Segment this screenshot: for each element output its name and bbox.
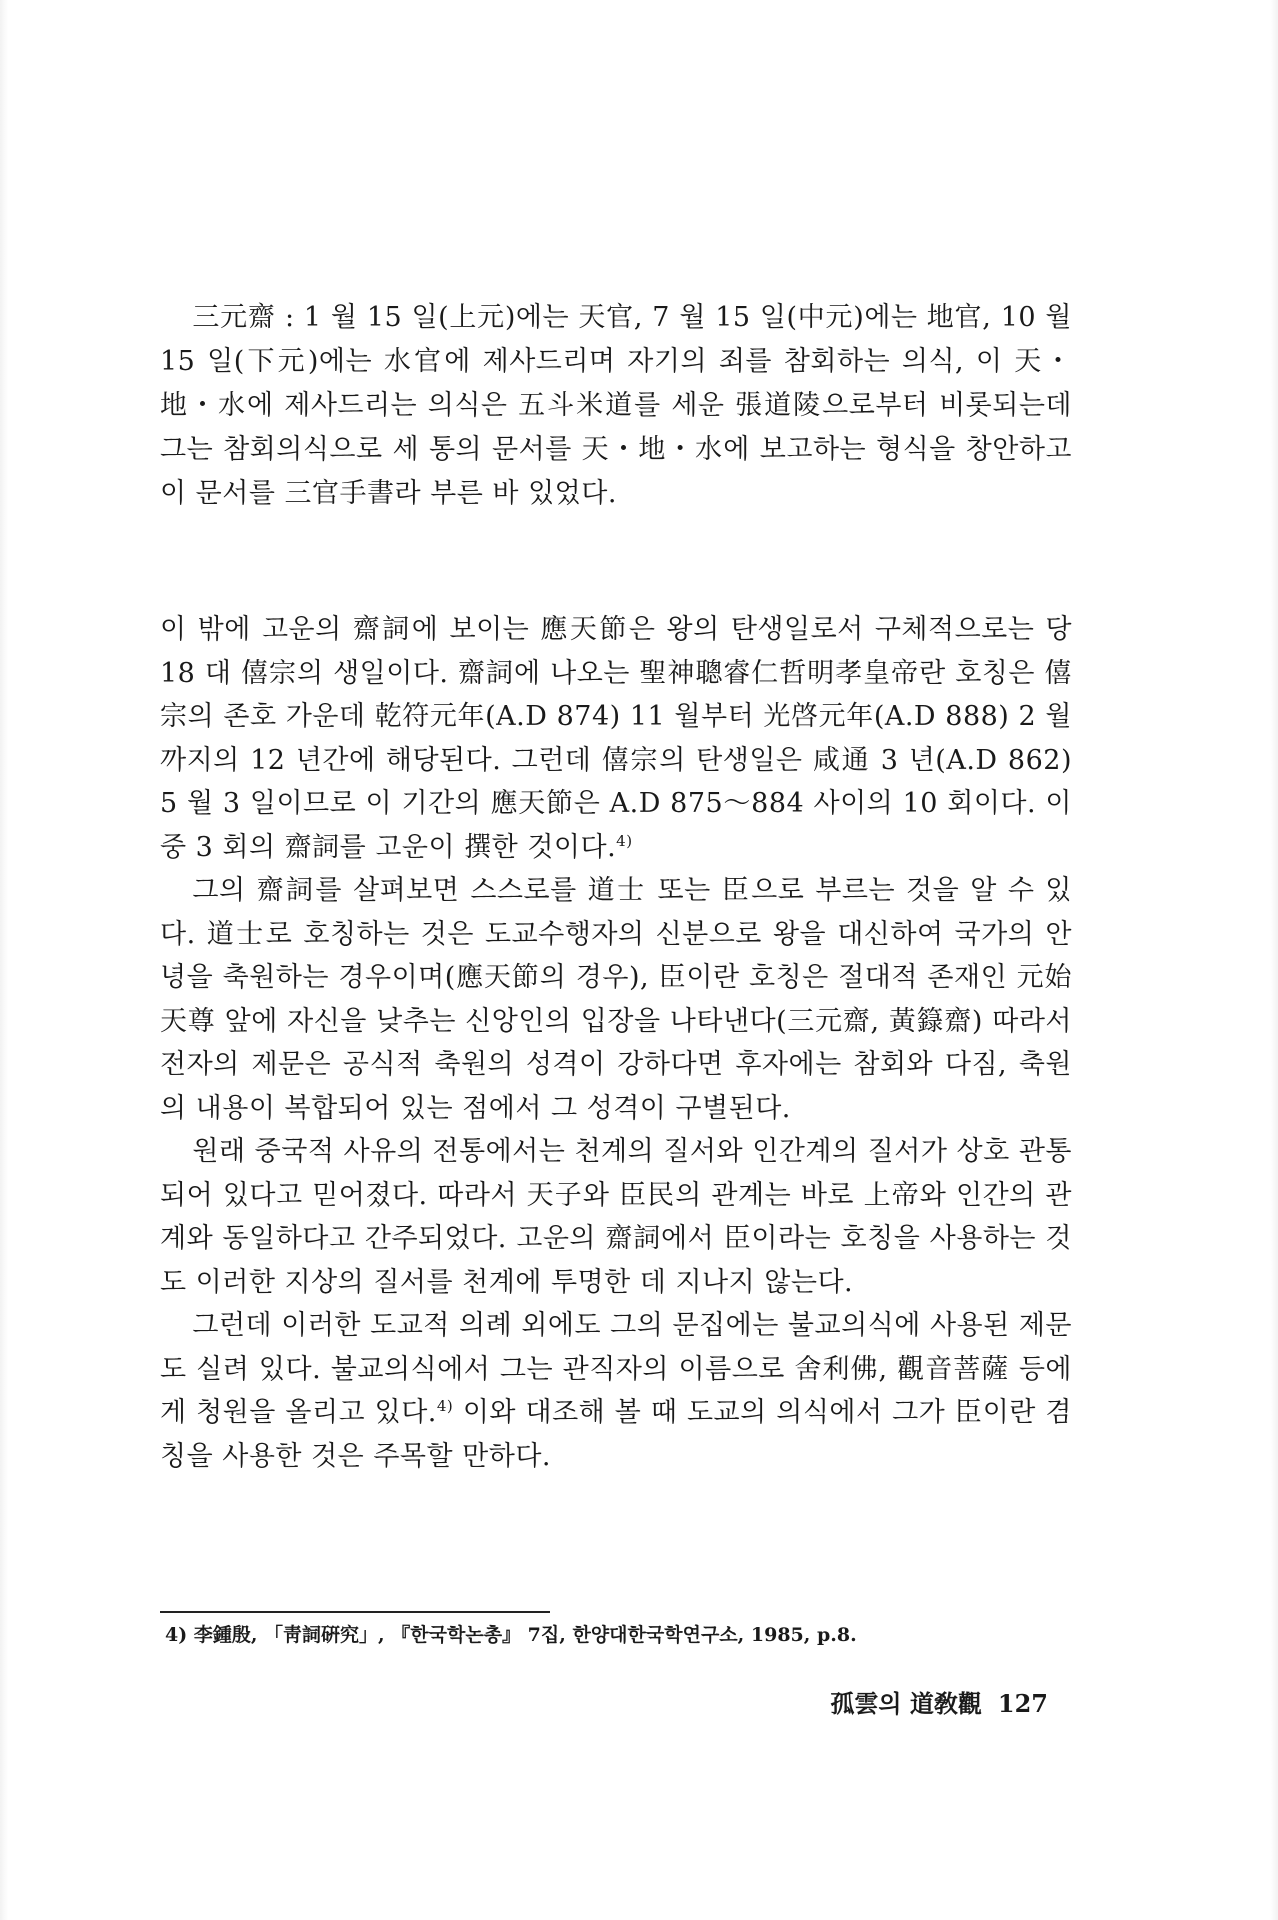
footnote-ref-1[interactable]: 4) [616,831,633,850]
footnote: 4) 李鍾殷, 「靑詞硏究」, 『한국학논총』 7집, 한양대한국학연구소, 1985, p.8. [165,1624,857,1646]
paragraph-1 [160,608,1072,869]
running-footer [830,1684,1048,1719]
body-text [160,608,1072,1478]
paragraph-2: 그의 齋詞를 살펴보면 스스로를 道士 또는 臣으로 부르는 것을 알 수 있다. 道士로 호칭하는 것은 도교수행자의 신분으로 왕을 대신하여 국가의 안녕을 축원하는 경우이며(應天節의 경우), 臣이란 호칭은 절대적 존재인 元始天尊 앞에 자신을 낮추는 신앙인의 입장을 나타낸다(三元齋, 黃籙齋) 따라서 전자의 제문은 공식적 축원의 성격이 강하다면 후자에는 참회와 다짐, 축원의 내용이 복합되어 있는 점에서 그 성격이 구별된다. [160,875,1072,1124]
paragraph-4-text-before: 그런데 이러한 도교적 의례 외에도 그의 문집에는 불교의식에 사용된 제문도 실려 있다. 불교의식에서 그는 관직자의 이름으로 舍利佛, 觀音菩薩 등에게 청원을 올리고 있다. [160,1310,1072,1428]
page-number: 127 [997,1689,1048,1718]
definition-paragraph: 三元齋 : 1 월 15 일(上元)에는 天官, 7 월 15 일(中元)에는 地官, 10 월 15 일(下元)에는 水官에 제사드리며 자기의 죄를 참회하는 의식, 이 天・地・水에 제사드리는 의식은 五斗米道를 세운 張道陵으로부터 비롯되는데 그는 참회의식으로 세 통의 문서를 天・地・水에 보고하는 형식을 창안하고 이 문서를 三官手書라 부른 바 있었다. [160,302,1072,509]
definition-block [160,296,1072,516]
paragraph-1-text: 이 밖에 고운의 齋詞에 보이는 應天節은 왕의 탄생일로서 구체적으로는 당 18 대 僖宗의 생일이다. 齋詞에 나오는 聖神聰睿仁哲明孝皇帝란 호칭은 僖宗의 존호 가운데 乾符元年(A.D 874) 11 월부터 光啓元年(A.D 888) 2 월까지의 12 년간에 해당된다. 그런데 僖宗의 탄생일은 咸通 3 년(A.D 862) 5 월 3 일이므로 이 기간의 應天節은 A.D 875～884 사이의 10 회이다. 이 중 3 회의 齋詞를 고운이 撰한 것이다. [160,614,1072,863]
paragraph-3: 원래 중국적 사유의 전통에서는 천계의 질서와 인간계의 질서가 상호 관통되어 있다고 믿어졌다. 따라서 天子와 臣民의 관계는 바로 上帝와 인간의 관계와 동일하다고 간주되었다. 고운의 齋詞에서 臣이라는 호칭을 사용하는 것도 이러한 지상의 질서를 천계에 투명한 데 지나지 않는다. [160,1136,1072,1298]
paragraph-4 [160,1304,1072,1478]
paragraph-4-text-after: 이와 대조해 볼 때 도교의 의식에서 그가 臣이란 겸칭을 사용한 것은 주목할 만하다. [160,1397,1072,1472]
footnote-divider [160,1611,550,1613]
footnote-ref-2[interactable]: 4) [436,1397,454,1415]
scan-edge-left [0,0,8,1920]
footer-title: 孤雲의 道敎觀 [830,1689,982,1718]
scan-edge-right [1270,0,1278,1920]
